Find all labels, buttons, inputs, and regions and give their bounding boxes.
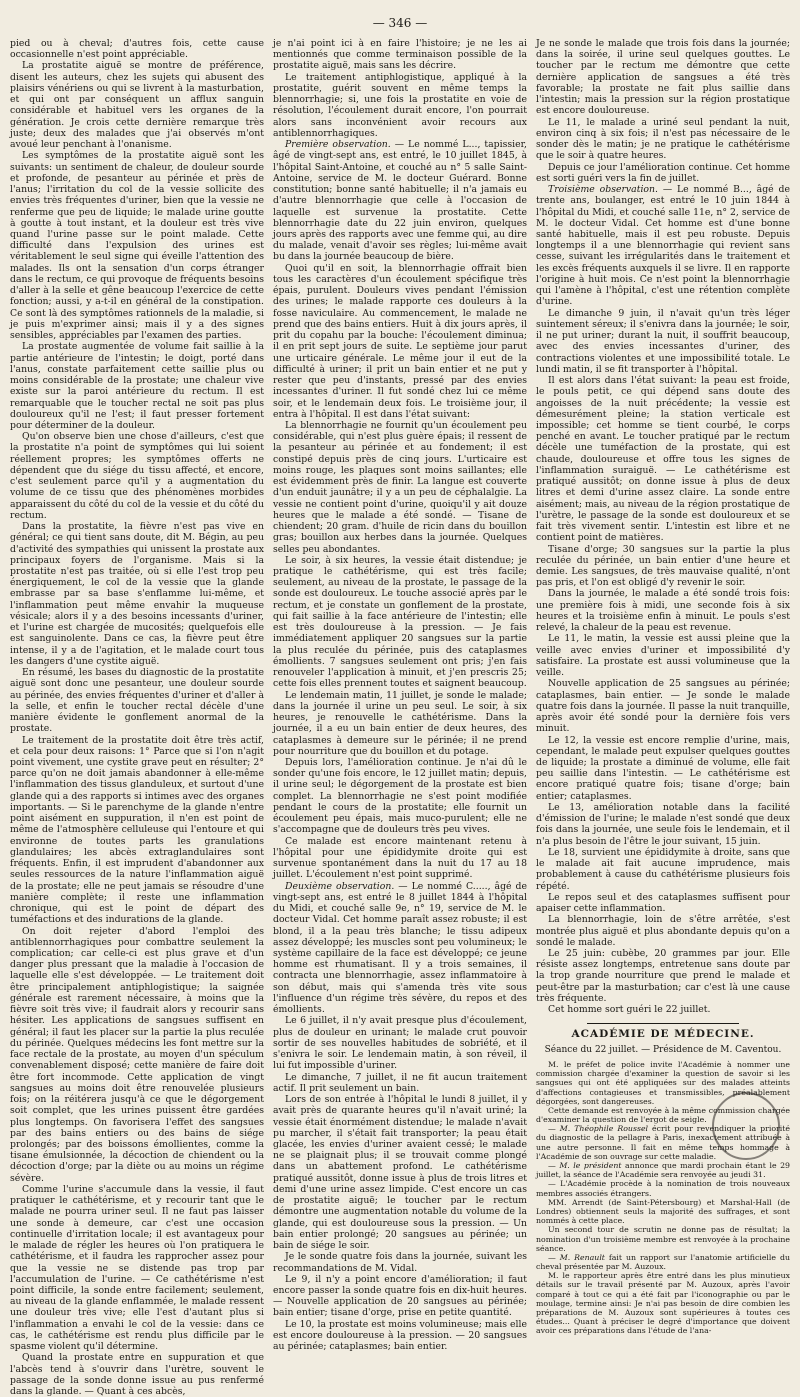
paragraph-text: Le 9, il n'y a point encore d'amélioration; il faut encore passer la sonde quatre fois en dix-huit heures. — Nouvelle application de 20 sangsues au périnée; bain entier; tisane d'orge, prise en petite quantité. [273,1273,527,1319]
paragraph [10,1184,264,1353]
paragraph [273,881,527,1016]
paragraph [536,308,790,375]
paragraph-text: La blennorrhagie, loin de s'être arrêtée, s'est montrée plus aiguë et plus abondante depuis qu'on a sondé le malade. [536,914,790,948]
paragraph-text: Depuis lors, l'amélioration continue. Je n'ai dû le sonder qu'une fois encore, le 12 juillet matin; depuis, il urine seul; le dégorgement de la prostate est bien complet. La blennorrhagie ne s'est point modifiée pendant le cours de la prostatite; elle fournit un écoulement peu épais, mais muco-purulent; elle ne s'accompagne que de douleurs très peu vives. [273,757,527,836]
paragraph-text: Le dimanche 9 juin, il n'avait qu'un très léger suintement séreux; il s'enivra dans la journée; le soir, il ne put uriner; durant la nuit, il souffrit beaucoup, avec des envies incessantes d'uriner, des contractions violentes et une impossibilité totale. Le lundi matin, il se fit transporter à l'hôpital. [536,307,790,375]
paragraph-text: Quoi qu'il en soit, la blennorrhagie offrait bien tous les caractères d'un écoulement spécifique très épais, purulent. Douleurs vives pendant l'émission des urines; le malade rapporte ces douleurs à la fosse naviculaire. Au commencement, le malade ne prend que des bains entiers. Huit à dix jours après, il prit du copahu par la bouche: l'écoulement diminua; il en prit sept jours de suite. Le septième jour parut une urticaire générale. Le même jour il eut de la difficulté à uriner; il prit un bain entier et ne put y rester que peu d'instants, pressé par des envies incessantes d'uriner. Il fut sondé chez lui ce même soir, et le lendemain deux fois. Le troisième jour, il entra à l'hôpital. Il est dans l'état suivant: [273,262,527,420]
paragraph [10,926,264,1184]
paragraph [273,757,527,836]
paragraph [10,38,264,60]
column-3 [536,38,790,1336]
paragraph-text: Le 11, le matin, la vessie est aussi pleine que la veille avec envies d'uriner et impossibilité d'y satisfaire. La prostate est aussi volumineuse que la veille. [536,633,790,679]
paragraph-text: Les symptômes de la prostatite aiguë sont les suivants: un sentiment de chaleur, de douleur sourde et profonde, de pesanteur au périnée et près de l'anus; l'irritation du col de la vessie sollicite des envies très fréquentes d'uriner, bien que la vessie ne renferme que peu de liquide; le malade urine goutte à goutte à tout instant, et la douleur est très vive quand l'urine passe sur le point malade. Cette difficulté dans l'expulsion des urines est véritablement le seul signe qui éveille l'attention des malades. Ils ont la sensation d'un corps étranger dans le rectum, ce qui provoque de fréquents besoins d'aller à la selle et gêne beaucoup l'exercice de cette fonction; aussi, y a-t-il en général de la constipation. Ce sont là des symptômes rationnels de la maladie, si je puis m'exprimer ainsi; mais il y a des signes sensibles, appréciables par l'examen des parties. [10,150,264,342]
paragraph [536,1004,790,1015]
paragraph-text: Le 18, survient une épididymite à droite, sans que le malade ait fait aucune imprudence, mais probablement à cause du cathétérisme plusieurs fois répété. [536,846,790,892]
paragraph [273,139,527,263]
paragraph [273,555,527,690]
paragraph-text: Le traitement antiphlogistique, appliqué à la prostatite, guérit souvent en même temps la blennorrhagie; si, une fois la prostatite en voie de résolution, l'écoulement durait encore, l'on pourrait alors sans inconvénient avoir recours aux antiblennorrhagiques. [273,71,527,139]
paragraph [536,892,790,914]
paragraph-text: Le 12, la vessie est encore remplie d'urine, mais, cependant, le malade peut expulser quelques gouttes de liquide; la prostate a diminué de volume, elle fait peu saillie dans l'intestin. — Le cathétérisme est encore pratiqué quatre fois; tisane d'orge; bain entier; cataplasmes. [536,734,790,802]
paragraph [10,667,264,734]
paragraph [536,117,790,162]
paragraph-text: Ce malade est encore maintenant retenu à l'hôpital pour une épididymite droite qui est survenue spontanément dans la nuit du 17 au 18 juillet. L'écoulement n'est point supprimé. [273,835,527,881]
paragraph [10,431,264,521]
paragraph [536,633,790,678]
paragraph-text: En résumé, les bases du diagnostic de la prostatite aiguë sont donc une pesanteur, une douleur sourde au périnée, des envies fréquentes d'uriner et d'aller à la selle, et enfin le toucher rectal décèle d'une manière évidente le gonflement anormal de la prostate. [10,667,264,735]
paragraph [536,735,790,802]
paragraph [273,263,527,420]
paragraph-text: Dans la journée, le malade a été sondé trois fois: une première fois à midi, une seconde fois à six heures et la troisième enfin à minuit. Le pouls s'est relevé, la chaleur de la peau est revenue. [536,588,790,634]
paragraph-text: La prostatite aiguë se montre de préférence, disent les auteurs, chez les sujets qui abusent des plaisirs vénériens ou qui se livrent à la masturbation, et qui ont par conséquent un afflux sanguin considérable et habituel vers les organes de la génération. Je crois cette dernière remarque très juste; deux des malades que j'ai observés m'ont avoué leur penchant à l'onanisme. [10,60,264,151]
paragraph [10,341,264,431]
paragraph-text: Le dimanche, 7 juillet, il ne fit aucun traitement actif. Il prit seulement un bain. [273,1071,527,1094]
paragraph-text: écrit pour revendiquer la priorité du diagnostic de la pellagre à Paris, inexactement attribuée à une autre personne. Il fait en même temps hommage à l'Académie de son ouvrage sur cette maladie. [536,1124,790,1161]
paragraph-text: — Le nommé B..., âgé de trente ans, boulanger, est entré le 10 juin 1844 à l'hôpital du Midi, et couché salle 11e, n° 2, service de M. le docteur Vidal. Cet homme est d'une bonne santé habituelle, mais il est peu robuste. Depuis longtemps il a une blennorrhagie qui revient sans cesse, suivant les irrégularités dans le traitement et les excès fréquents auxquels il se livre. Il en rapporte l'origine à huit mois. Ce n'est point la blennorrhagie qui l'amène à l'hôpital, c'est une rétention complète d'urine. [536,184,790,308]
paragraph-text: Comme l'urine s'accumule dans la vessie, il faut pratiquer le cathétérisme, et y recourir tant que le malade ne pourra uriner seul. Il ne faut pas laisser une sonde à demeure, car c'est une occasion continuelle d'irritation locale; il est avantageux pour le malade de régler les heures où l'on pratiquera le cathétérisme, et il faudra les rapprocher assez pour que la vessie ne se distende pas trop par l'accumulation de l'urine. — Ce cathétérisme n'est point difficile, la sonde entre facilement; seulement, au niveau de la glande enflammée, le malade ressent une douleur très vive; elle l'est d'autant plus si l'inflammation a envahi le col de la vessie: dans ce cas, le cathétérisme est rendu plus difficile par le spasme violent qu'il détermine. [10,1183,264,1353]
paragraph [536,1198,790,1226]
paragraph-text: pied ou à cheval; d'autres fois, cette cause occasionnelle n'est point appréciable. [10,38,264,61]
paragraph [10,1352,264,1397]
paragraph [536,544,790,589]
paragraph-text: Le 25 juin: cubèbe, 20 grammes par jour. Elle résiste assez longtemps, entretenue sans doute par la trop grande nourriture que prend le malade et peut-être par la masturbation; car c'est là une cause très fréquente. [536,947,790,1004]
paragraph-text: fait un rapport sur l'anatomie artificielle du cheval présentée par M. Auzoux. [536,1252,790,1272]
paragraph [273,836,527,881]
paragraph-text: Nouvelle application de 25 sangsues au périnée; cataplasmes, bain entier. — Je sonde le malade quatre fois dans la journée. Il passe la nuit tranquille, après avoir été sondé pour la dernière fois vers minuit. [536,678,790,735]
paragraph-text: Quand la prostate entre en suppuration et que l'abcès tend à s'ouvrir dans l'urètre, souvent le passage de la sonde donne issue au pus renfermé dans la glande. — Quant à ces abcès, [10,1352,264,1397]
paragraph [10,735,264,926]
paragraph-text: Le repos seul et des cataplasmes suffisent pour apaiser cette inflammation. [536,891,790,915]
paragraph-text: Le lendemain matin, 11 juillet, je sonde le malade; dans la journée il urine un peu seul. Le soir, à six heures, je renouvelle le cathétérisme. Dans la journée, il a eu un bain entier de deux heures, des cataplasmes à demeure sur le périnée; il ne prend pour nourriture que du bouillon et du potage. [273,689,527,757]
paragraph [536,802,790,847]
paragraph [273,420,527,555]
paragraph-text: Je le sonde quatre fois dans la journée, suivant les recommandations de M. Vidal. [273,1251,527,1274]
paragraph-text: Le 11, le malade a uriné seul pendant la nuit, environ cinq à six fois; il n'est pas nécessaire de le sonder dès le matin; je ne pratique le cathétérisme que le soir à quatre heures. [536,116,790,162]
paragraph [536,1253,790,1271]
paragraph-lead: Première observation. [285,139,391,151]
section-title: ACADÉMIE DE MÉDECINE. [571,1028,755,1041]
paragraph-text: annonce que mardi prochain étant le 29 juillet, la séance de l'Académie sera renvoyée au jeudi 31. [536,1161,790,1180]
paragraph-text: Le traitement de la prostatite doit être très actif, et cela pour deux raisons: 1° Parce que si l'on n'agit point vivement, une cystite grave peut en résulter; 2° parce qu'on ne doit jamais abandonner à elle-même l'inflammation des tissus glanduleux, et surtout d'une glande qui a des rapports si intimes avec des organes importants. — Si le parenchyme de la glande n'entre point aisément en suppuration, il n'en est point de même de l'atmosphère celluleuse qui l'entoure et qui environne de toutes parts les granulations glandulaires; les abcès extraglandulaires sont fréquents. Enfin, il est imprudent d'abandonner aux seules ressources de la nature l'inflammation aiguë de la prostate; elle ne peut jamais se résoudre d'une manière complète; il reste une inflammation chronique, qui est le point de départ des tuméfactions et des indurations de la glande. [10,734,264,926]
paragraph [536,1161,790,1179]
paragraph-text: Lors de son entrée à l'hôpital le lundi 8 juillet, il y avait près de quarante heures qu'il n'avait uriné; la vessie était énormément distendue; le malade n'avait pu marcher, il s'était fait transporter; la peau était glacée, les envies d'uriner avaient cessé; le malade ne se plaignait plus; il se trouvait comme plongé dans un abattement profond. Le cathétérisme pratiqué aussitôt, donne issue à plus de trois litres et demi d'une urine assez limpide. C'est encore un cas de prostatite aiguë; le toucher par le rectum démontre une augmentation notable du volume de la glande, qui est douloureuse sous la pression. — Un bain entier prolongé; 20 sangsues au périnée; un bain de siége le soir. [273,1094,527,1252]
paragraph [536,375,790,544]
paragraph-text: La prostate augmentée de volume fait saillie à la partie antérieure de l'intestin; le doigt, porté dans l'anus, constate parfaitement cette saillie plus ou moins considérable de la prostate; une chaleur vive existe sur la paroi antérieure du rectum. Il est remarquable que le toucher rectal ne soit pas plus douloureux qu'il ne l'est; il faut presser fortement pour déterminer de la douleur. [10,341,264,431]
paragraph-text: Le 13, amélioration notable dans la facilité d'émission de l'urine; le malade n'est sondé que deux fois dans la journée, une seule fois le lendemain, et il n'a plus besoin de l'être le jour suivant, 15 juin. [536,801,790,847]
paragraph-text: On doit rejeter d'abord l'emploi des antiblennorrhagiques pour combattre seulement la complication; car celle-ci est plus grave et d'un danger plus pressant que la maladie à l'occasion de laquelle elle s'est développée. — Le traitement doit être principalement antiphlogistique; la saignée générale est rarement nécessaire, à moins que la fièvre soit très vive; il faudrait alors y recourir sans hésiter. Les applications de sangsues suffisent en général; il faut les placer sur la partie la plus reculée du périnée. Quelques médecins les font mettre sur la face rectale de la prostate, au moyen d'un spéculum convenablement disposé; cette manière de faire doit être fort incommode. Cette application de vingt sangsues au moins doit être renouvelée plusieurs fois; on la réitérera jusqu'à ce que le dégorgement soit complet, que les urines puissent être gardées plus longtemps. On favorisera l'effet des sangsues par des bains entiers ou des bains de siége prolongés; par des boissons émollientes, comme la tisane émulsionnée, la décoction de chiendent ou la décoction d'orge; par la diète ou au moins un régime sévère. [10,925,264,1184]
paragraph-text: Il est alors dans l'état suivant: la peau est froide, le pouls petit, ce qui dépend sans doute des angoisses de la nuit précédente; la vessie est démesurément pleine; la station verticale est impossible; cet homme se tient courbé, le corps penché en avant. Le toucher pratiqué par le rectum décèle une tuméfaction de la prostate, qui est chaude, douloureuse et offre tous les signes de l'inflammation suraiguë. — Le cathétérisme est pratiqué aussitôt; on donne issue à plus de deux litres et demi d'urine assez claire. La sonde entre aisément; mais, au niveau de la région prostatique de l'urètre, le passage de la sonde est douloureux et se fait très vivement sentir. L'intestin est libre et ne contient point de matières. [536,375,790,544]
paragraph-text: Le 10, la prostate est moins volumineuse; mais elle est encore douloureuse à la pression. — 20 sangsues au périnée; cataplasmes; bain entier. [273,1318,527,1353]
paragraph-text: Je ne sonde le malade que trois fois dans la journée; dans la soirée, il urine seul quelques gouttes. Le toucher par le rectum me démontre que cette dernière application de sangsues a été très favorable; la prostate ne fait plus saillie dans l'intestin; mais la pression sur la région prostatique est encore douloureuse. [536,38,790,117]
paragraph-text: Depuis ce jour l'amélioration continue. Cet homme est sorti guéri vers la fin de juillet. [536,161,790,184]
observation-continued [536,38,790,1015]
paragraph [273,72,527,139]
paragraph [536,948,790,1004]
paragraph [273,38,527,72]
paragraph-lead: — M. Renault [548,1252,605,1262]
paragraph-text: M. le rapporteur après être entré dans les plus minutieux détails sur le travail présenté par M. Auzoux, après l'avoir comparé à tout ce qui a été fait par l'iconographie ou par le moulage, termine ainsi: Je n'ai pas besoin de dire combien les préparations de M. Auzoux sont supérieures à toutes ces études... Quant à préciser le degré d'importance que doivent avoir ces préparations dans l'étude de l'ana- [536,1271,790,1336]
paragraph-text: Tisane d'orge; 30 sangsues sur la partie la plus reculée du périnée, un bain entier d'une heure et demie. Les sangsues, de très mauvaise qualité, n'ont pas pris, et l'on est obligé d'y revenir le soir. [536,543,790,589]
paragraph [10,60,264,150]
paragraph-text: — Le nommé L..., tapissier, âgé de vingt-sept ans, est entré, le 10 juillet 1845, à l'hôpital Saint-Antoine, et couché au n° 5 salle Saint-Antoine, service de M. le docteur Guérard. Bonne constitution; bonne santé habituelle; il n'a jamais eu d'autre blennorrhagie que celle à l'occasion de laquelle est survenue la prostatite. Cette blennorrhagie date du 22 juin environ, quelques jours après des rapports avec une femme qui, au dire du malade, venait d'avoir ses règles; lui-même avait bu dans la journée beaucoup de bière. [273,139,527,263]
seance-line: Séance du 22 juillet. — Présidence de M. Caventou. [544,1045,782,1056]
paragraph [536,184,790,308]
paragraph [536,914,790,948]
paragraph-text: Dans la prostatite, la fièvre n'est pas vive en général; ce qui tient sans doute, dit M. Bégin, au peu d'activité des sympathies qui unissent la prostate aux principaux foyers de l'organisme. Mais si la prostatite n'est pas traitée, où si elle l'est trop peu énergiquement, le col de la vessie que la glande embrasse par sa base s'enflamme lui-même, et l'inflammation peut même envahir la muqueuse vésicale; alors il y a des besoins incessants d'uriner, et l'urine est chargée de mucosités; quelquefois elle est sanguinolente. Dans ce cas, la fièvre peut être intense, il y a de l'agitation, et le malade court tous les dangers d'une cystite aiguë. [10,521,264,667]
paragraph-text: MM. Arrendt (de Saint-Pétersbourg) et Marshal-Hall (de Londres) obtiennent seuls la majorité des suffrages, et sont nommés à cette place. [536,1197,790,1226]
paragraph-text: Le soir, à six heures, la vessie était distendue; je pratique le cathétérisme, qui est très facile; seulement, au niveau de la prostate, le passage de la sonde est douloureux. Le touche associé après par le rectum, et je constate un gonflement de la prostate, qui fait saillie à la face antérieure de l'intestin; elle est très douloureuse à la pression. — Je fais immédiatement appliquer 20 sangsues sur la partie la plus reculée du périnée, puis des cataplasmes émollients. 7 sangsues seulement ont pris; j'en fais renouveler l'application à minuit, et j'en prescris 25; cette fois elles prennent toutes et saignent beaucoup. [273,554,527,690]
paragraph-text: Qu'on observe bien une chose d'ailleurs, c'est que la prostatite n'a point de symptômes qui lui soient réellement propres; les symptômes offerts ne dépendent que du siége du tissu affecté, et encore, c'est seulement parce qu'il y a augmentation du volume de ce tissu que des phénomènes morbides apparaissent du côté du col de la vessie et du côté du rectum. [10,431,264,521]
paragraph [273,1274,527,1319]
paragraph [536,588,790,633]
paragraph-text: — L'Académie procède à la nomination de trois nouveaux membres associés étrangers. [536,1179,790,1198]
paragraph-lead: Deuxième observation. [285,880,395,892]
paragraph-text: La blennorrhagie ne fournit qu'un écoulement peu considérable, qui n'est plus guère épais; il ressent de la pesanteur au périnée et au fondement; il est constipé depuis près de cinq jours. L'urticaire est moins rouge, les plaques sont moins saillantes; elle est évidemment près de finir. La langue est couverte d'un enduit jaunâtre; il y a un peu de céphalalgie. La vessie ne contient point d'urine, quoiqu'il y ait douze heures que le malade a été sondé. — Tisane de chiendent; 20 gram. d'huile de ricin dans du bouillon gras; bouillon aux herbes dans la journée. Quelques selles peu abondantes. [273,419,527,555]
paragraph [536,1179,790,1197]
paragraph [536,847,790,892]
paragraph [273,1015,527,1071]
paragraph-text: je n'ai point ici à en faire l'histoire; je ne les ai mentionnés que comme terminaison possible de la prostatite aiguë, mais sans les décrire. [273,38,527,72]
column-2 [273,38,527,1353]
paragraph-text: Cette demande est renvoyée à la même commission chargée d'examiner la question de l'ergot de seigle. [536,1105,790,1125]
paragraph [536,1271,790,1335]
section-divider [587,1023,739,1024]
paragraph-lead: — M. Théophile Roussel [548,1124,649,1134]
paragraph-text: Le 6 juillet, il n'y avait presque plus d'écoulement, plus de douleur en urinant; le malade crut pouvoir sortir de ses nouvelles habitudes de sobriété, et il s'enivra le soir. Le lendemain matin, à son réveil, il lui fut impossible d'uriner. [273,1015,527,1072]
paragraph [10,521,264,667]
paragraph [273,1319,527,1353]
paragraph-text: Un second tour de scrutin ne donne pas de résultat; la nomination d'un troisième membre est renvoyée à la prochaine séance. [536,1225,790,1253]
paragraph-lead: — M. le président [548,1161,622,1171]
paragraph [10,150,264,341]
paragraph [273,1251,527,1273]
paragraph [536,38,790,117]
paragraph [536,678,790,734]
paragraph [273,1094,527,1251]
library-stamp [712,1092,780,1160]
paragraph-text: Cet homme sort guéri le 22 juillet. [548,1004,711,1016]
page-number: — 346 — [372,16,428,30]
paragraph [273,690,527,757]
paragraph-text: — Le nommé C....., âgé de vingt-sept ans, est entré le 8 juillet 1844 à l'hôpital du Midi, et couché salle 9e, n° 19, service de M. le docteur Vidal. Cet homme paraît assez robuste; il est blond, il a la peau très blanche; le tissu adipeux assez développé; les muscles sont peu volumineux; le système capillaire de la face est développé; ce jeune homme est rhumatisant. Il y a trois semaines, il contracta une blennorrhagie, assez inflammatoire à son début, mais qui s'amenda très vite sous l'influence d'un régime très sévère, du repos et des émollients. [273,880,527,1016]
column-1 [10,38,264,1397]
paragraph [536,1225,790,1253]
paragraph [536,162,790,184]
paragraph [273,1072,527,1094]
paragraph-text: M. le préfet de police invite l'Académie à nommer une commission chargée d'examiner la question de savoir si les sangsues qui ont été appliquées sur des malades atteints d'affections contagieuses et transmissibles, préalablement dégorgées, sont dangereuses. [536,1059,790,1106]
paragraph-lead: Troisième observation. [548,184,658,196]
